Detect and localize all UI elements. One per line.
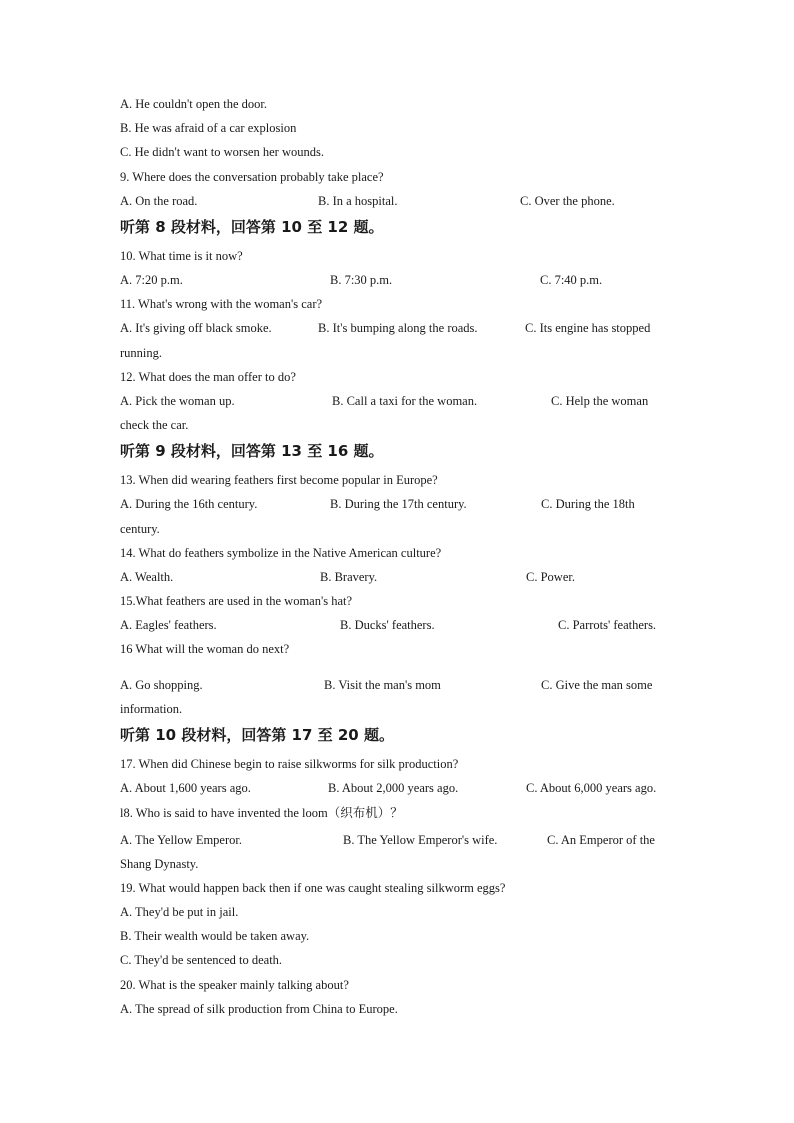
q15-option-a: A. Eagles' feathers. [120,618,217,632]
q13-question: 13. When did wearing feathers first become popular in Europe? [120,473,438,487]
q9-question: 9. Where does the conversation probably take place? [120,170,384,184]
q20-question: 20. What is the speaker mainly talking about? [120,978,349,992]
q19-option-b: B. Their wealth would be taken away. [120,929,310,943]
q19-question: 19. What would happen back then if one was caught stealing silkworm eggs? [120,881,506,895]
q19-option-a: A. They'd be put in jail. [120,905,239,919]
q16-option-c-cont: information. [120,702,183,716]
q14-option-a: A. Wealth. [120,570,174,584]
q18-question: l8. Who is said to have invented the loom（织布机）？ [120,806,403,820]
section-heading-9: 听第 9 段材料，回答第 13 至 16 题。 [120,442,384,460]
q11-option-c: C. Its engine has stopped [525,321,651,335]
q17-option-b: B. About 2,000 years ago. [328,781,459,795]
q8-option-b: B. He was afraid of a car explosion [120,121,297,135]
q10-option-c: C. 7:40 p.m. [540,273,603,287]
q12-option-a: A. Pick the woman up. [120,394,235,408]
q14-option-b: B. Bravery. [320,570,378,584]
q18-option-c-cont: Shang Dynasty. [120,857,199,871]
q18-option-c: C. An Emperor of the [547,833,655,847]
section-heading-10: 听第 10 段材料，回答第 17 至 20 题。 [120,726,394,744]
q16-question: 16 What will the woman do next? [120,642,290,656]
q13-option-c-cont: century. [120,522,160,536]
q15-option-c: C. Parrots' feathers. [558,618,657,632]
q12-question: 12. What does the man offer to do? [120,370,296,384]
q13-option-c: C. During the 18th [541,497,635,511]
q18-option-a: A. The Yellow Emperor. [120,833,242,847]
q18-option-b: B. The Yellow Emperor's wife. [343,833,498,847]
q17-option-c: C. About 6,000 years ago. [526,781,657,795]
q11-question: 11. What's wrong with the woman's car? [120,297,323,311]
q9-option-b: B. In a hospital. [318,194,398,208]
q10-option-a: A. 7:20 p.m. [120,273,183,287]
q20-option-a: A. The spread of silk production from China to Europe. [120,1002,398,1016]
q9-option-a: A. On the road. [120,194,198,208]
q12-option-c: C. Help the woman [551,394,649,408]
q11-option-a: A. It's giving off black smoke. [120,321,272,335]
q19-option-c: C. They'd be sentenced to death. [120,953,283,967]
q14-option-c: C. Power. [526,570,575,584]
q17-option-a: A. About 1,600 years ago. [120,781,251,795]
q10-option-b: B. 7:30 p.m. [330,273,393,287]
q14-question: 14. What do feathers symbolize in the Native American culture? [120,546,442,560]
q8-option-c: C. He didn't want to worsen her wounds. [120,145,324,159]
q12-option-b: B. Call a taxi for the woman. [332,394,478,408]
q12-option-c-cont: check the car. [120,418,189,432]
q9-option-c: C. Over the phone. [520,194,615,208]
q8-option-a: A. He couldn't open the door. [120,97,268,111]
q11-option-b: B. It's bumping along the roads. [318,321,478,335]
q13-option-a: A. During the 16th century. [120,497,258,511]
q15-question: 15.What feathers are used in the woman's hat? [120,594,353,608]
q17-question: 17. When did Chinese begin to raise silkworms for silk production? [120,757,459,771]
q15-option-b: B. Ducks' feathers. [340,618,435,632]
section-heading-8: 听第 8 段材料，回答第 10 至 12 题。 [120,218,384,236]
q16-option-b: B. Visit the man's mom [324,678,441,692]
q13-option-b: B. During the 17th century. [330,497,467,511]
q16-option-a: A. Go shopping. [120,678,203,692]
q11-option-c-cont: running. [120,346,163,360]
q16-option-c: C. Give the man some [541,678,653,692]
q10-question: 10. What time is it now? [120,249,243,263]
